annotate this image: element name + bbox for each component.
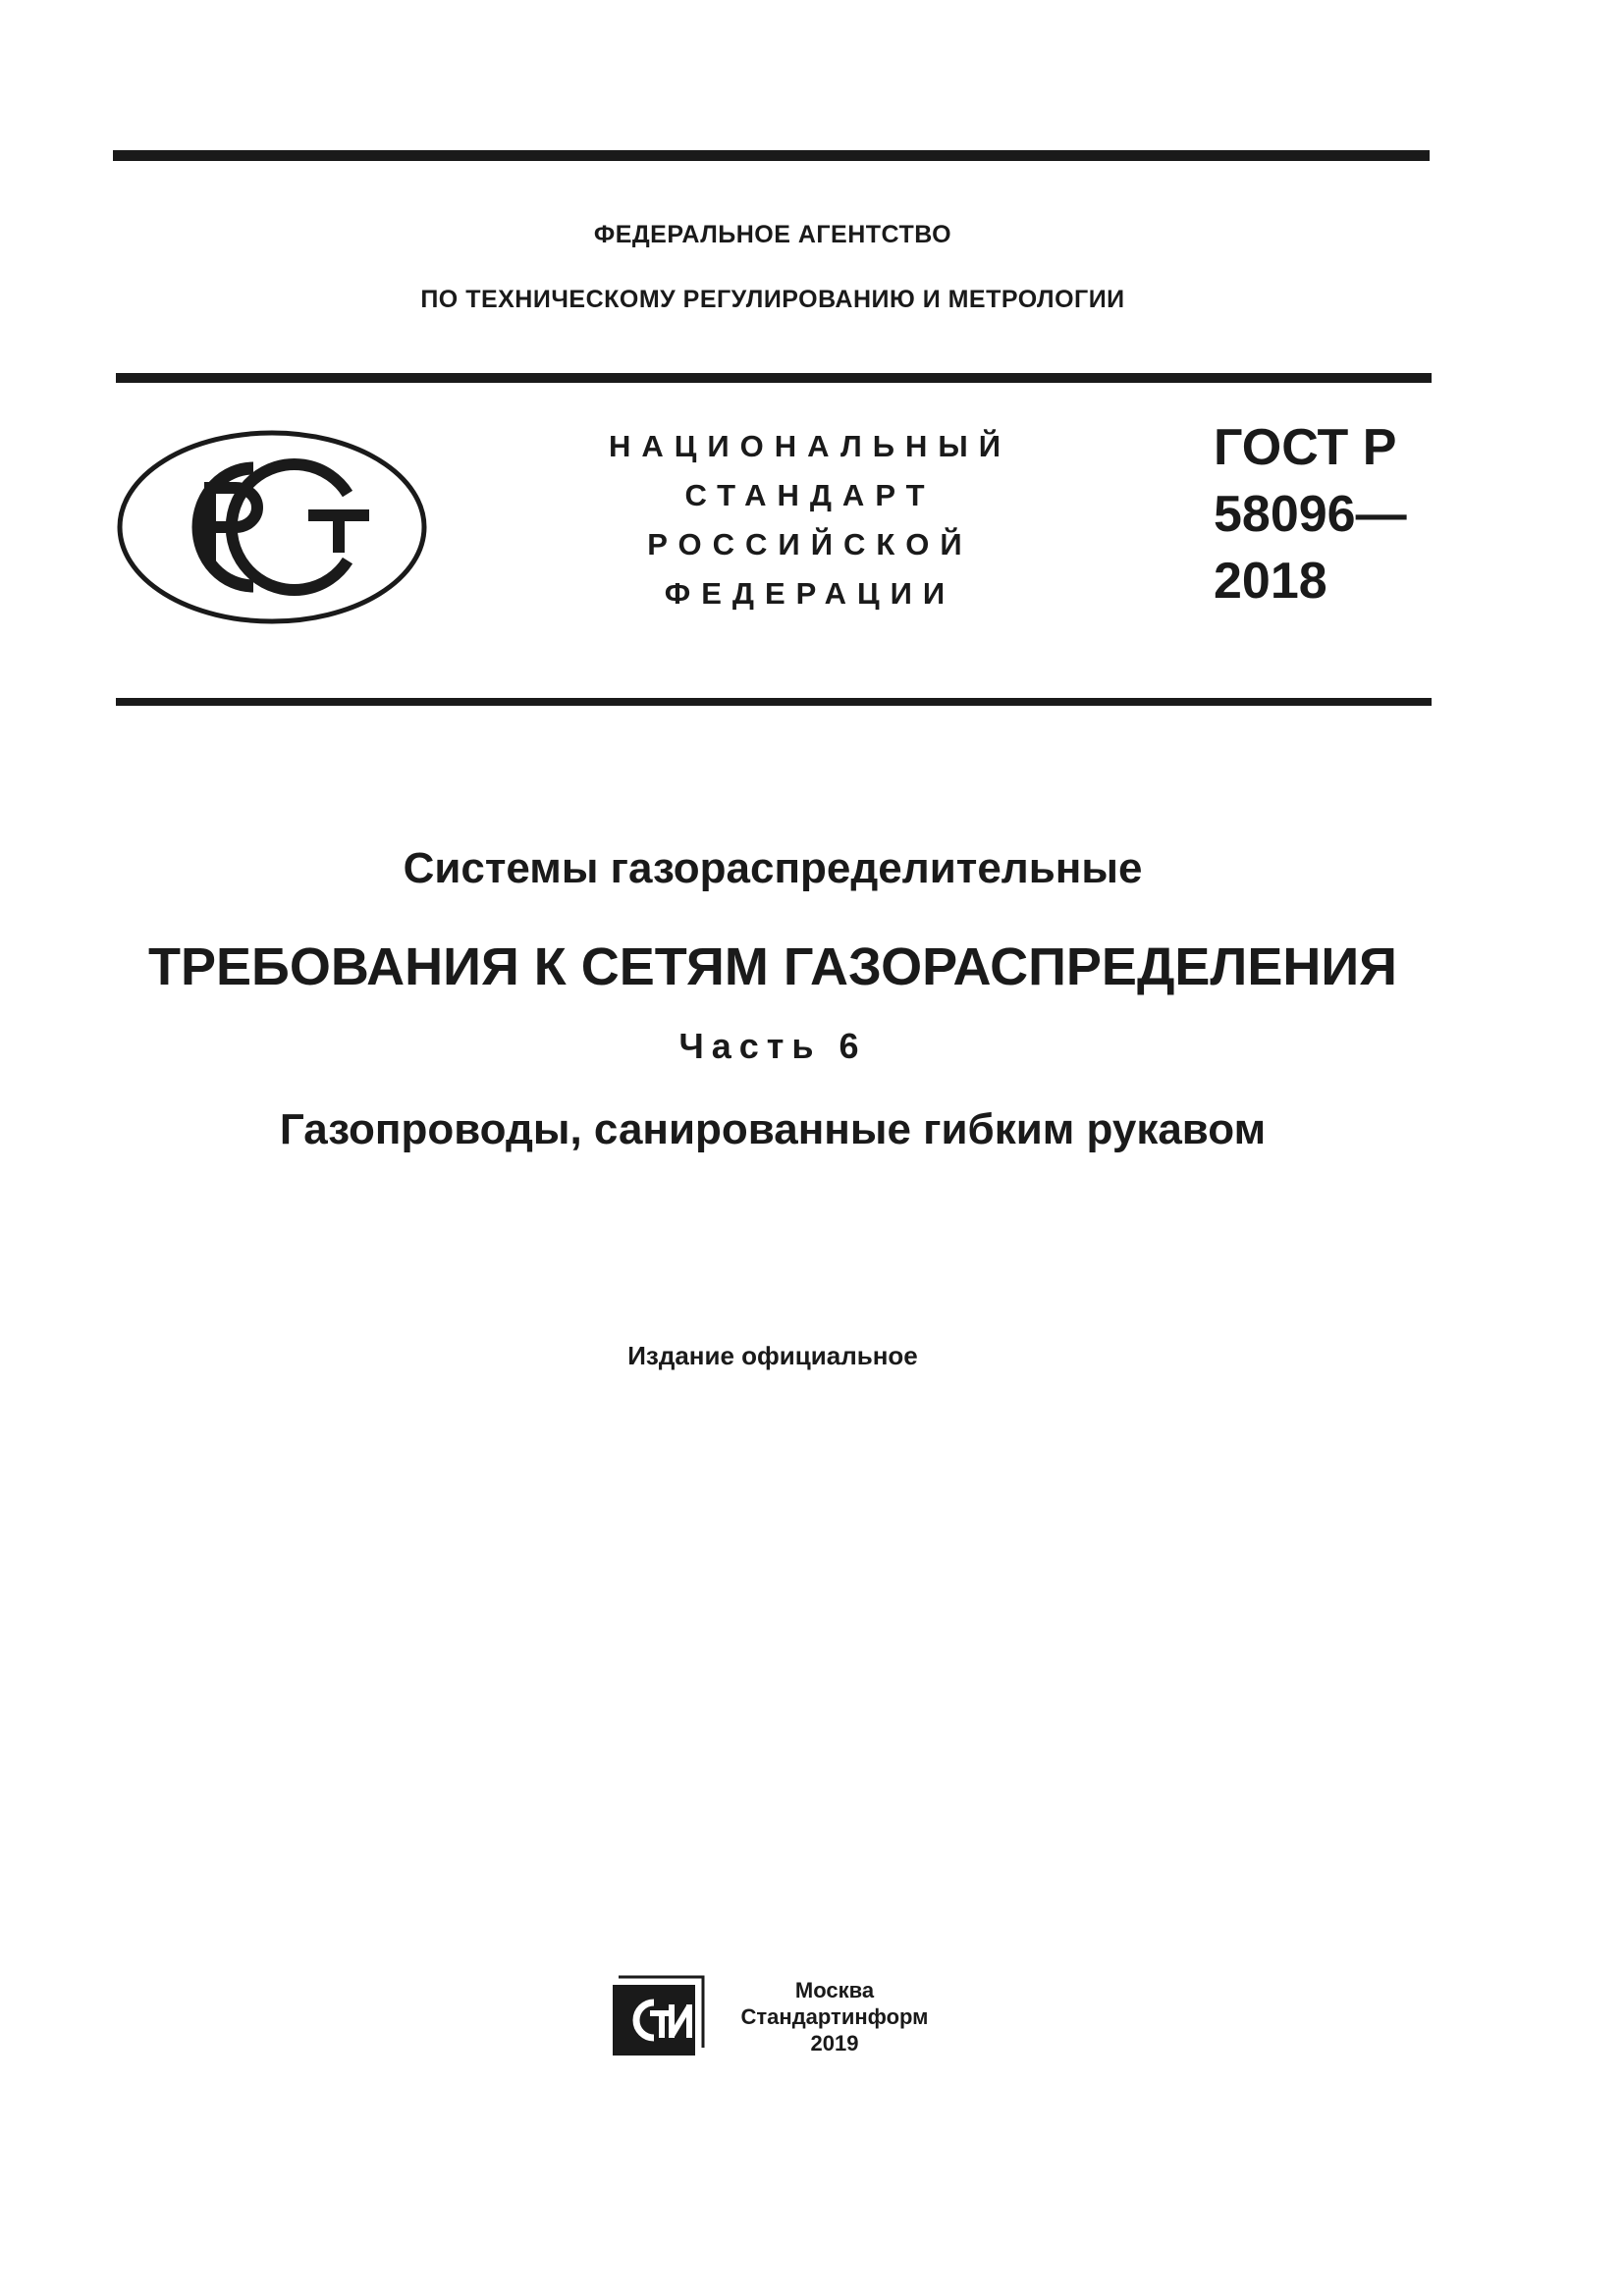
- national-standard-label: [550, 422, 1070, 618]
- agency-name-line-2: ПО ТЕХНИЧЕСКОМУ РЕГУЛИРОВАНИЮ И МЕТРОЛОГИИ: [420, 286, 1125, 313]
- gost-line-1: ГОСТ Р: [1214, 419, 1397, 476]
- gost-line-2: 58096—: [1214, 486, 1407, 543]
- edition-label: Издание официальное: [627, 1341, 918, 1370]
- header-rule: [116, 373, 1432, 383]
- publisher-city: Москва: [794, 1978, 875, 2002]
- standard-block-rule: [116, 698, 1432, 706]
- main-title: ТРЕБОВАНИЯ К СЕТЯМ ГАЗОРАСПРЕДЕЛЕНИЯ: [148, 937, 1397, 996]
- national-line-2: СТАНДАРТ: [684, 478, 936, 512]
- subtitle: Газопроводы, санированные гибким рукавом: [279, 1105, 1267, 1153]
- national-line-1: НАЦИОНАЛЬНЫЙ: [608, 429, 1012, 463]
- publisher-name: Стандартинформ: [740, 2004, 929, 2029]
- publisher-imprint: [727, 1977, 943, 2056]
- national-line-4: ФЕДЕРАЦИИ: [664, 576, 956, 611]
- national-line-3: РОССИЙСКОЙ: [647, 527, 973, 561]
- gost-line-3: 2018: [1214, 553, 1327, 610]
- gost-designation: [1214, 414, 1407, 614]
- standartinform-logo-icon: [611, 1975, 705, 2057]
- top-rule: [113, 150, 1430, 161]
- publisher-year: 2019: [810, 2031, 859, 2056]
- system-title: Системы газораспределительные: [403, 844, 1143, 892]
- pct-certification-mark-icon: [116, 429, 428, 625]
- agency-name-line-1: ФЕДЕРАЛЬНОЕ АГЕНТСТВО: [593, 221, 952, 248]
- part-label: Часть 6: [678, 1026, 867, 1066]
